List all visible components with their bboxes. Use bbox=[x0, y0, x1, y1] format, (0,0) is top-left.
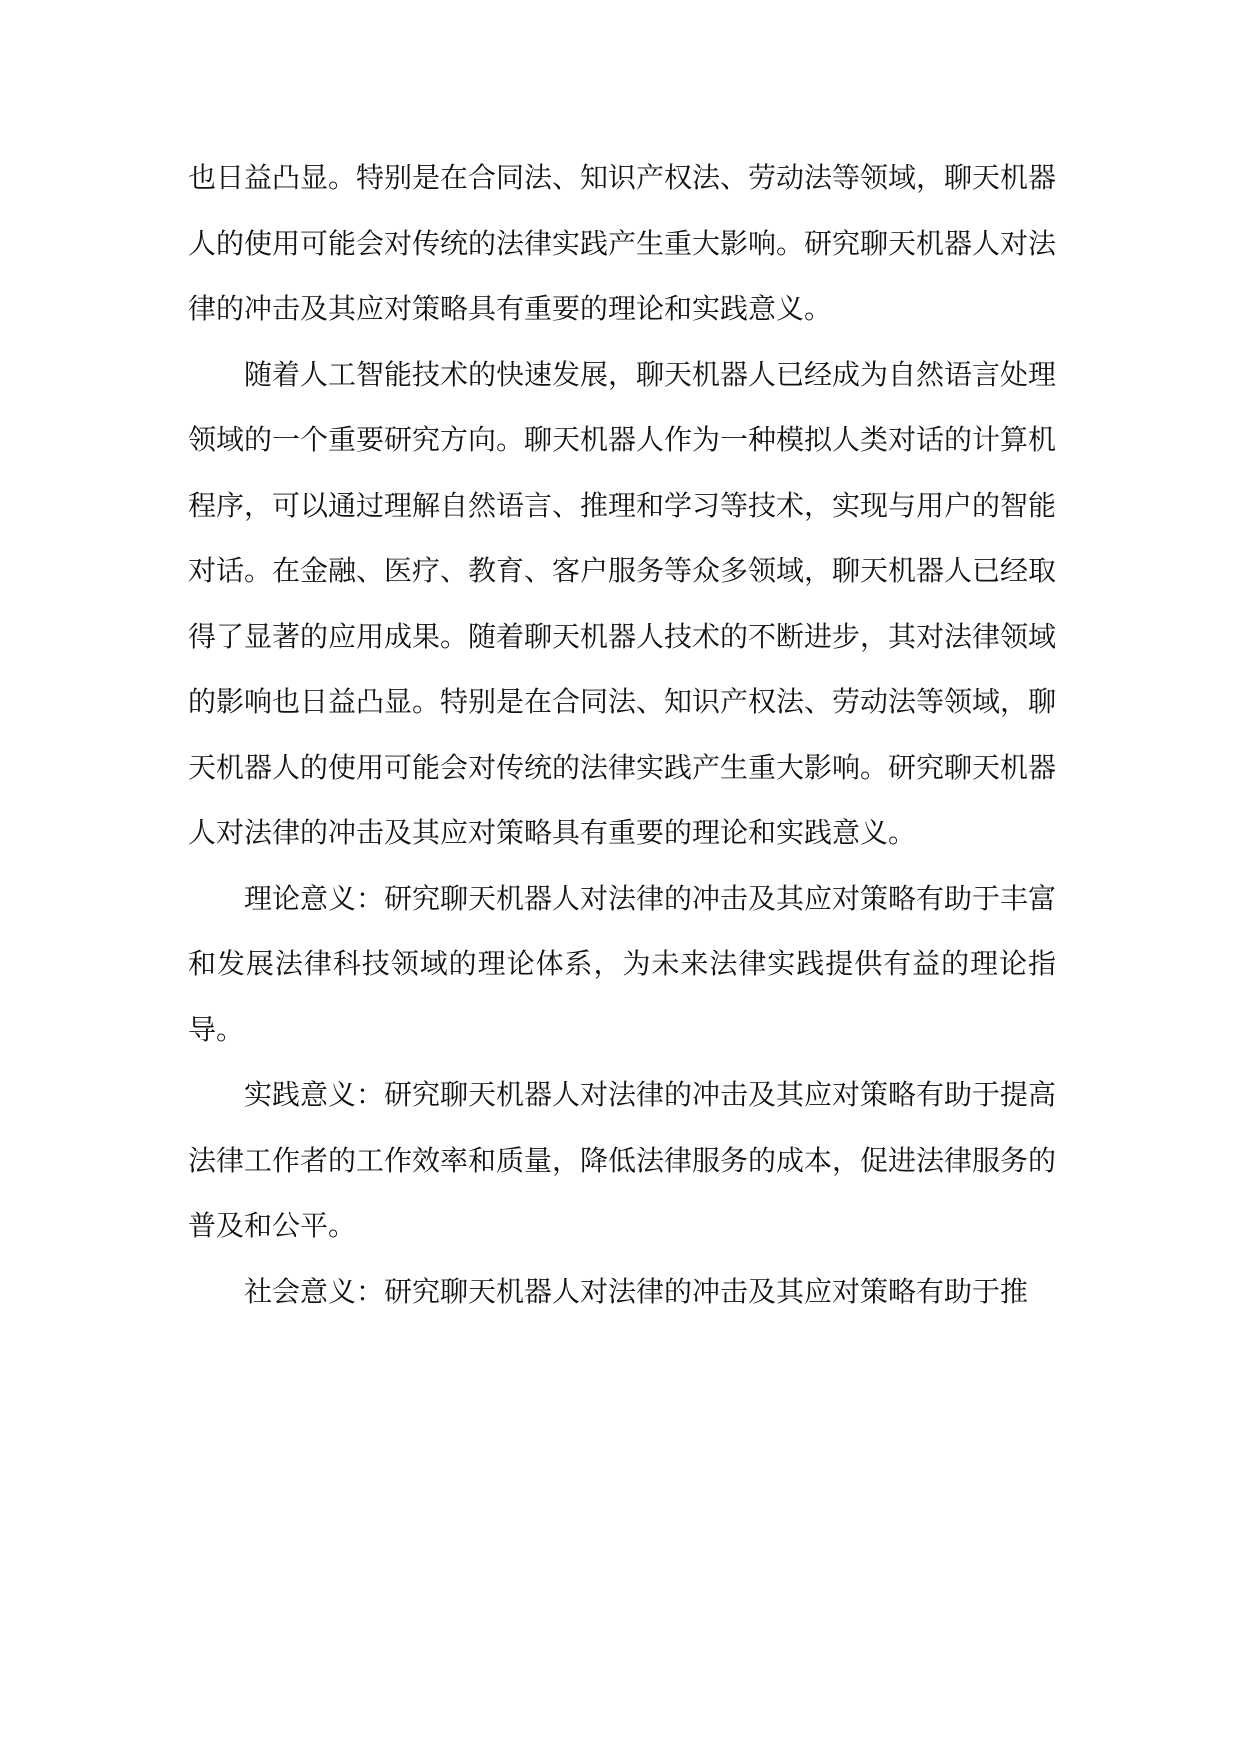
paragraph-background: 随着人工智能技术的快速发展，聊天机器人已经成为自然语言处理领域的一个重要研究方向。聊天机器人作为一种模拟人类对话的计算机程序，可以通过理解自然语言、推理和学习等技术，实现与用户的智能对话。在金融、医疗、教育、客户服务等众多领域，聊天机器人已经取得了显著的应用成果。随着聊天机器人技术的不断进步，其对法律领域的影响也日益凸显。特别是在合同法、知识产权法、劳动法等领域，聊天机器人的使用可能会对传统的法律实践产生重大影响。研究聊天机器人对法律的冲击及其应对策略具有重要的理论和实践意义。 bbox=[188, 357, 1057, 849]
paragraph-continuation: 也日益凸显。特别是在合同法、知识产权法、劳动法等领域，聊天机器人的使用可能会对传统的法律实践产生重大影响。研究聊天机器人对法律的冲击及其应对策略具有重要的理论和实践意义。 bbox=[188, 161, 1057, 325]
paragraph-theoretical-significance: 理论意义：研究聊天机器人对法律的冲击及其应对策略有助于丰富和发展法律科技领域的理论体系，为未来法律实践提供有益的理论指导。 bbox=[188, 881, 1057, 1046]
paragraph-social-significance: 社会意义：研究聊天机器人对法律的冲击及其应对策略有助于推 bbox=[244, 1274, 1029, 1308]
paragraph-practical-significance: 实践意义：研究聊天机器人对法律的冲击及其应对策略有助于提高法律工作者的工作效率和质量，降低法律服务的成本，促进法律服务的普及和公平。 bbox=[188, 1078, 1057, 1242]
document-body bbox=[188, 145, 1056, 1324]
